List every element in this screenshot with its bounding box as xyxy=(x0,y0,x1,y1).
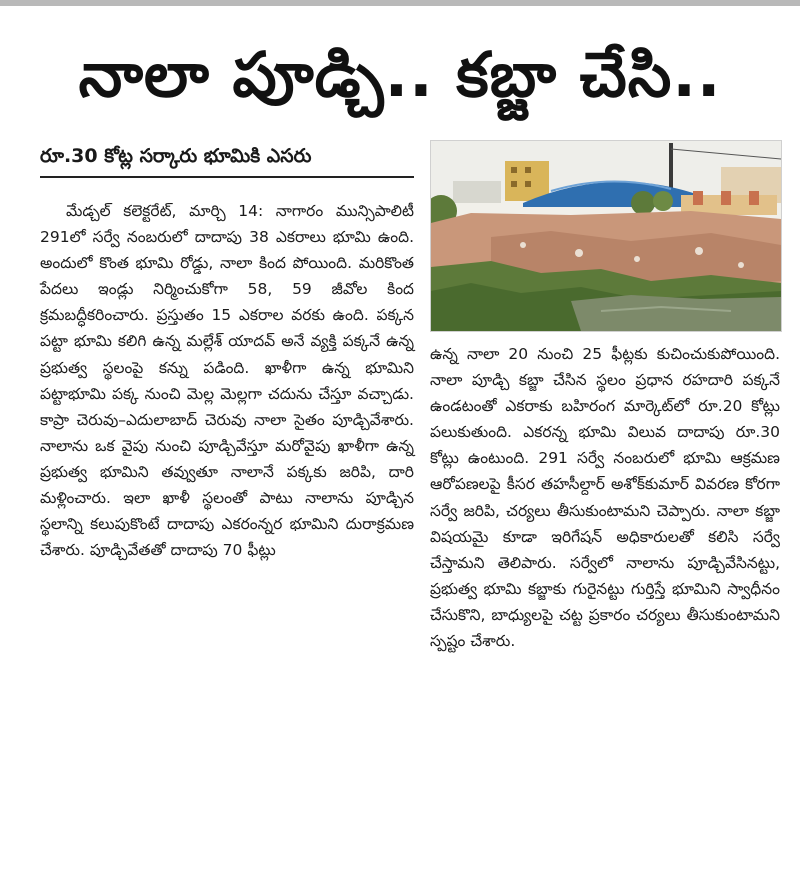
encroached-drain-photo-icon xyxy=(431,141,781,331)
subheadline-underline xyxy=(40,176,414,178)
top-rule xyxy=(0,0,800,6)
article-column-right xyxy=(430,341,780,654)
headline: నాలా పూడ్చి.. కబ్జా చేసి.. xyxy=(78,38,722,111)
subheadline: రూ.30 కోట్ల సర్కారు భూమికి ఎసరు xyxy=(40,145,312,167)
article-body-right: ఉన్న నాలా 20 నుంచి 25 ఫీట్లకు కుచించుకుపోయింది. నాలా పూడ్చి కబ్జా చేసిన స్థలం ప్రధాన రహదారి పక్కనే ఉండటంతో ఎకరాకు బహిరంగ మార్కెట్‌లో రూ.20 కోట్లు పలుకుతుంది. ఎకరన్న భూమి విలువ దాదాపు రూ.30 కోట్లు ఉంటుంది. 291 సర్వే నంబరులో భూమి ఆక్రమణ ఆరోపణలపై కీసర తహసీల్దార్‌ అశోక్‌కుమార్‌ వివరణ కోరగా సర్వే జరిపి, చర్యలు తీసుకుంటామని చెప్పారు. నాలా కబ్జా విషయమై కూడా ఇరిగేషన్‌ అధికారులతో కలిసి సర్వే చేస్తామని తెలిపారు. సర్వేలో నాలాను పూడ్చివేసినట్టు, ప్రభుత్వ భూమి కబ్జాకు గురైనట్టు గుర్తిస్తే భూమిని స్వాధీనం చేసుకొని, బాధ్యులపై చట్ట ప్రకారం చర్యలు తీసుకుంటామని స్పష్టం చేశారు. xyxy=(430,345,780,651)
article-photo xyxy=(430,140,782,332)
article-column-left xyxy=(40,198,414,563)
article-body-left: మేడ్చల్‌ కలెక్టరేట్, మార్చి 14: నాగారం మున్సిపాలిటీ 291లో సర్వే నంబరులో దాదాపు 38 ఎకరాలు భూమి ఉంది. అందులో కొంత భూమి రోడ్డు, నాలా కింద పోయింది. మరికొంత పేదలు ఇండ్లు నిర్మించుకోగా 58, 59 జీవోల కింద క్రమబద్ధీకరించారు. ప్రస్తుతం 15 ఎకరాల వరకు ఉంది. పక్కన పట్టా భూమి కలిగి ఉన్న మల్లేశ్‌ యాదవ్‌ అనే వ్యక్తి పక్కనే ఉన్న ప్రభుత్వ స్థలంపై కన్ను పడింది. ఖాళీగా ఉన్న భూమిని పట్టాభూమి పక్క నుంచి మెల్ల మెల్లగా చదును చేస్తూ వచ్చాడు. కాప్రా చెరువు–ఎదులాబాద్‌ చెరువు నాలా సైతం పూడ్చివేశారు. నాలాను ఒక వైపు నుంచి పూడ్చివేస్తూ మరోవైపు ఖాళీగా ఉన్న ప్రభుత్వ భూమిని తవ్వుతూ నాలానే పక్కకు జరిపి, దారి మళ్లించారు. ఇలా ఖాళీ స్థలంతో పాటు నాలాను పూడ్చిన స్థలాన్ని కలుపుకొంటే దాదాపు ఎకరంన్నర భూమిని దురాక్రమణ చేశారు. పూడ్చివేతతో దాదాపు 70 ఫీట్లు xyxy=(40,202,414,560)
